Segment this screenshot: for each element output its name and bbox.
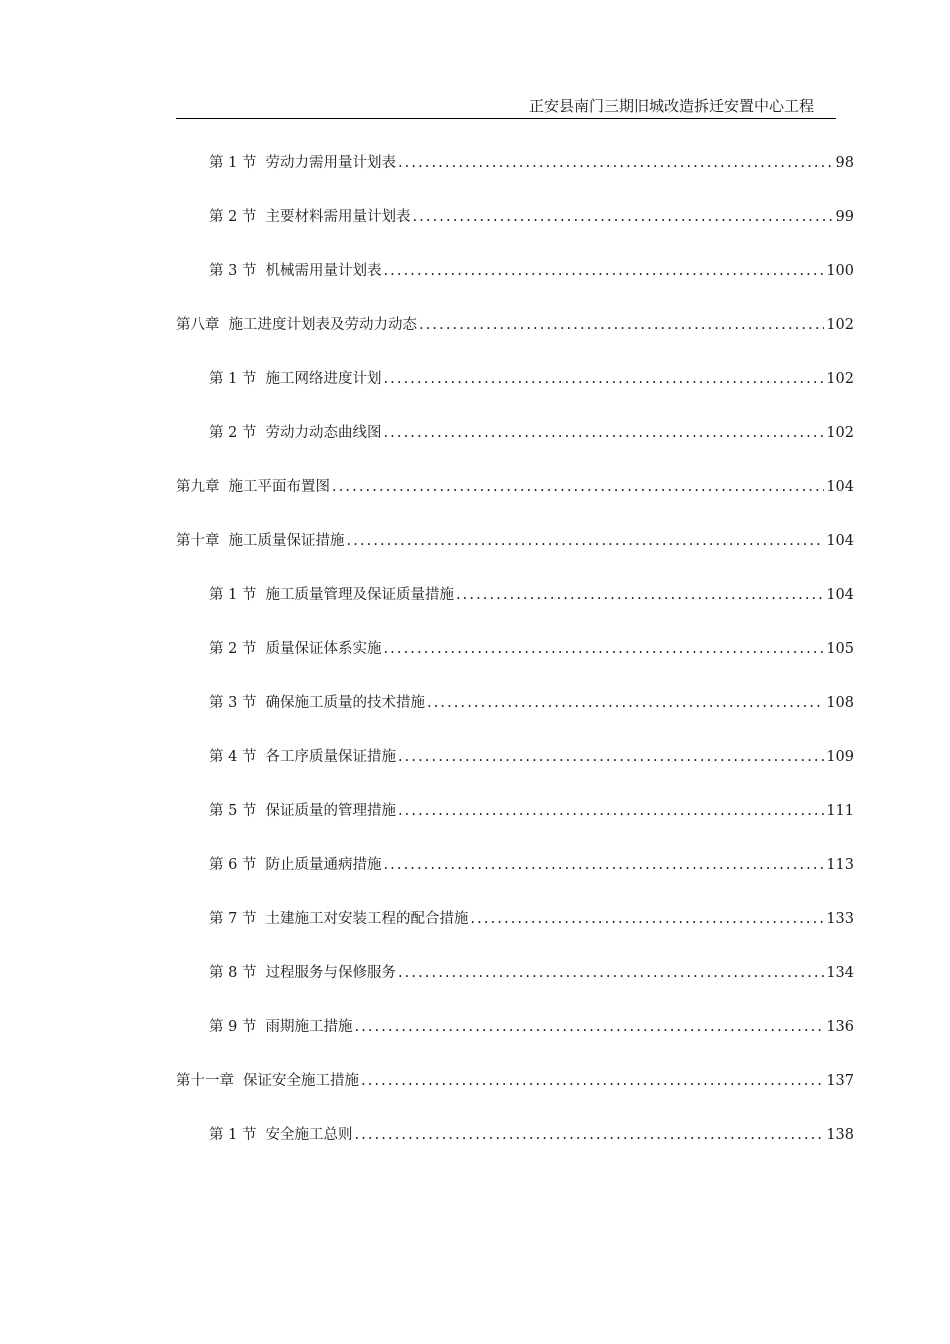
toc-entry-label: 第十章 [176, 533, 220, 549]
toc-entry-title: 施工质量管理及保证质量措施 [265, 587, 454, 603]
toc-entry-title: 雨期施工措施 [265, 1019, 353, 1035]
toc-entry[interactable] [176, 260, 854, 282]
toc-entry-title: 土建施工对安装工程的配合措施 [265, 911, 469, 927]
toc-dot-leader [383, 260, 824, 282]
toc-dot-leader [456, 584, 824, 606]
toc-entry[interactable] [176, 476, 854, 498]
toc-entry-page: 102 [826, 425, 854, 441]
toc-entry-label: 第 3 节 [209, 695, 257, 711]
page-header-title: 正安县南门三期旧城改造拆迁安置中心工程 [528, 97, 814, 115]
toc-entry-label: 第 5 节 [209, 803, 257, 819]
toc-entry-page: 105 [826, 641, 854, 657]
toc-entry-label: 第 1 节 [209, 1127, 257, 1143]
toc-entry[interactable] [176, 746, 854, 768]
toc-dot-leader [398, 746, 824, 768]
toc-dot-leader [427, 692, 824, 714]
toc-entry-page: 98 [835, 155, 854, 171]
toc-entry-title: 防止质量通病措施 [265, 857, 382, 873]
toc-entry[interactable] [176, 530, 854, 552]
toc-entry-title: 确保施工质量的技术措施 [265, 695, 425, 711]
toc-entry-page: 102 [826, 317, 854, 333]
toc-entry-label: 第 2 节 [209, 641, 257, 657]
toc-dot-leader [412, 206, 833, 228]
toc-dot-leader [383, 422, 824, 444]
toc-entry-label: 第 3 节 [209, 263, 257, 279]
toc-entry-title: 质量保证体系实施 [265, 641, 382, 657]
toc-entry[interactable] [176, 638, 854, 660]
toc-entry-page: 133 [826, 911, 854, 927]
toc-entry-title: 施工平面布置图 [228, 479, 330, 495]
toc-entry[interactable] [176, 314, 854, 336]
toc-dot-leader [361, 1070, 824, 1092]
toc-entry-title: 施工网络进度计划 [265, 371, 382, 387]
toc-entry-title: 保证质量的管理措施 [265, 803, 396, 819]
toc-dot-leader [354, 1016, 824, 1038]
toc-entry-page: 138 [826, 1127, 854, 1143]
toc-entry-label: 第 7 节 [209, 911, 257, 927]
toc-entry-page: 134 [826, 965, 854, 981]
toc-entry-label: 第 1 节 [209, 371, 257, 387]
toc-entry-page: 104 [826, 587, 854, 603]
toc-entry-page: 136 [826, 1019, 854, 1035]
toc-entry-label: 第 2 节 [209, 209, 257, 225]
toc-entry-page: 102 [826, 371, 854, 387]
toc-entry[interactable] [176, 422, 854, 444]
toc-dot-leader [354, 1124, 824, 1146]
toc-entry-title: 安全施工总则 [265, 1127, 353, 1143]
toc-entry[interactable] [176, 1070, 854, 1092]
toc-dot-leader [332, 476, 824, 498]
toc-entry-page: 100 [826, 263, 854, 279]
toc-entry-label: 第 4 节 [209, 749, 257, 765]
toc-entry-page: 109 [826, 749, 854, 765]
toc-entry-label: 第 1 节 [209, 587, 257, 603]
toc-dot-leader [419, 314, 824, 336]
toc-entry[interactable] [176, 908, 854, 930]
toc-entry[interactable] [176, 152, 854, 174]
toc-entry-page: 104 [826, 533, 854, 549]
toc-dot-leader [383, 638, 824, 660]
toc-dot-leader [398, 152, 834, 174]
toc-entry-label: 第十一章 [176, 1073, 234, 1089]
toc-entry[interactable] [176, 854, 854, 876]
toc-entry-page: 108 [826, 695, 854, 711]
toc-entry-title: 施工质量保证措施 [228, 533, 345, 549]
toc-dot-leader [470, 908, 824, 930]
toc-entry-label: 第八章 [176, 317, 220, 333]
toc-dot-leader [383, 854, 824, 876]
toc-entry[interactable] [176, 692, 854, 714]
toc-entry-page: 137 [826, 1073, 854, 1089]
toc-entry-label: 第 9 节 [209, 1019, 257, 1035]
toc-entry-title: 过程服务与保修服务 [265, 965, 396, 981]
toc-entry-page: 113 [826, 857, 854, 873]
toc-entry[interactable] [176, 962, 854, 984]
toc-dot-leader [347, 530, 825, 552]
toc-entry-page: 104 [826, 479, 854, 495]
toc-entry-label: 第 6 节 [209, 857, 257, 873]
toc-dot-leader [398, 800, 824, 822]
toc-entry-page: 99 [835, 209, 854, 225]
toc-entry[interactable] [176, 800, 854, 822]
toc-entry[interactable] [176, 206, 854, 228]
toc-entry-page: 111 [826, 803, 854, 819]
toc-entry-title: 机械需用量计划表 [265, 263, 382, 279]
toc-entry-title: 保证安全施工措施 [243, 1073, 359, 1089]
toc-entry[interactable] [176, 1124, 854, 1146]
toc-entry-label: 第九章 [176, 479, 220, 495]
toc-entry[interactable] [176, 1016, 854, 1038]
toc-entry-title: 施工进度计划表及劳动力动态 [228, 317, 417, 333]
toc-entry-label: 第 2 节 [209, 425, 257, 441]
toc-entry[interactable] [176, 368, 854, 390]
toc-entry-label: 第 8 节 [209, 965, 257, 981]
toc-dot-leader [383, 368, 824, 390]
toc-entry-title: 主要材料需用量计划表 [265, 209, 411, 225]
toc-entry-title: 劳动力动态曲线图 [265, 425, 382, 441]
toc-entry-title: 各工序质量保证措施 [265, 749, 396, 765]
toc-entry-title: 劳动力需用量计划表 [265, 155, 396, 171]
toc-entry-label: 第 1 节 [209, 155, 257, 171]
toc-entry[interactable] [176, 584, 854, 606]
toc-dot-leader [398, 962, 824, 984]
